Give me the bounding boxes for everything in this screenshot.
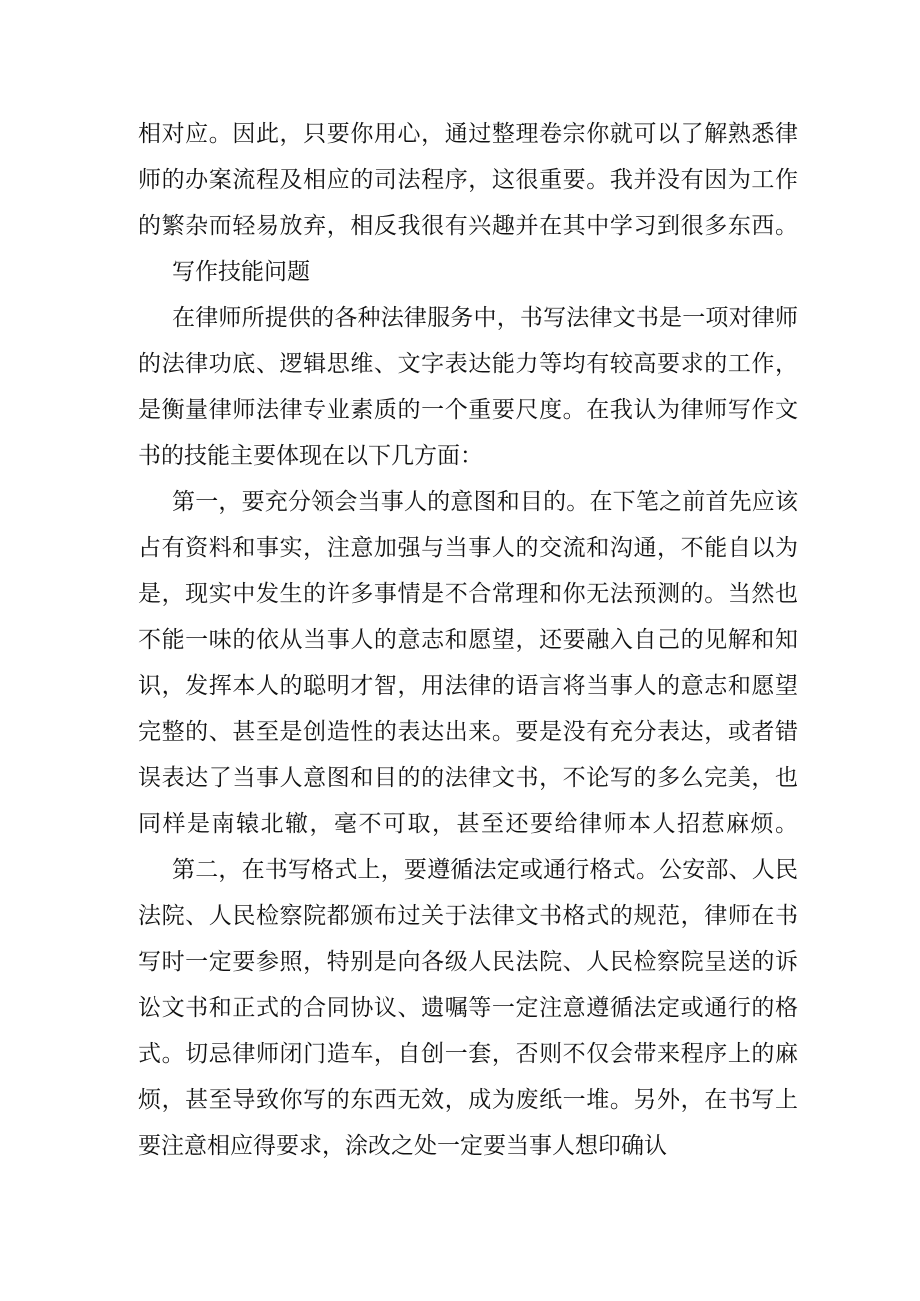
text-line: 第二，在书写格式上，要遵循法定或通行格式。公安部、人民 <box>172 857 798 883</box>
text-line: 识，发挥本人的聪明才智，用法律的语言将当事人的意志和愿望 <box>138 673 798 699</box>
section-heading: 写作技能问题 <box>172 259 310 285</box>
text-line: 写时一定要参照，特别是向各级人民法院、人民检察院呈送的诉 <box>138 949 798 975</box>
text-line: 的繁杂而轻易放弃，相反我很有兴趣并在其中学习到很多东西。 <box>138 213 798 239</box>
text-line: 式。切忌律师闭门造车，自创一套，否则不仅会带来程序上的麻 <box>138 1041 798 1067</box>
text-line: 的法律功底、逻辑思维、文字表达能力等均有较高要求的工作， <box>138 351 798 377</box>
text-line: 讼文书和正式的合同协议、遗嘱等一定注意遵循法定或通行的格 <box>138 995 798 1021</box>
text-line: 是衡量律师法律专业素质的一个重要尺度。在我认为律师写作文 <box>138 397 798 423</box>
text-line: 占有资料和事实，注意加强与当事人的交流和沟通，不能自以为 <box>138 535 798 561</box>
text-line: 误表达了当事人意图和目的的法律文书，不论写的多么完美，也 <box>138 765 798 791</box>
text-line: 师的办案流程及相应的司法程序，这很重要。我并没有因为工作 <box>138 167 798 193</box>
text-line: 书的技能主要体现在以下几方面： <box>138 443 483 469</box>
text-line: 要注意相应得要求，涂改之处一定要当事人想印确认 <box>138 1133 667 1159</box>
text-line: 第一，要充分领会当事人的意图和目的。在下笔之前首先应该 <box>172 489 798 515</box>
text-line: 同样是南辕北辙，毫不可取，甚至还要给律师本人招惹麻烦。 <box>138 811 798 837</box>
text-line: 在律师所提供的各种法律服务中，书写法律文书是一项对律师 <box>172 305 798 331</box>
text-line: 法院、人民检察院都颁布过关于法律文书格式的规范，律师在书 <box>138 903 798 929</box>
text-line: 不能一味的依从当事人的意志和愿望，还要融入自己的见解和知 <box>138 627 798 653</box>
text-line: 完整的、甚至是创造性的表达出来。要是没有充分表达，或者错 <box>138 719 798 745</box>
text-line: 烦，甚至导致你写的东西无效，成为废纸一堆。另外，在书写上 <box>138 1087 798 1113</box>
text-line: 相对应。因此，只要你用心，通过整理卷宗你就可以了解熟悉律 <box>138 121 798 147</box>
text-line: 是，现实中发生的许多事情是不合常理和你无法预测的。当然也 <box>138 581 798 607</box>
